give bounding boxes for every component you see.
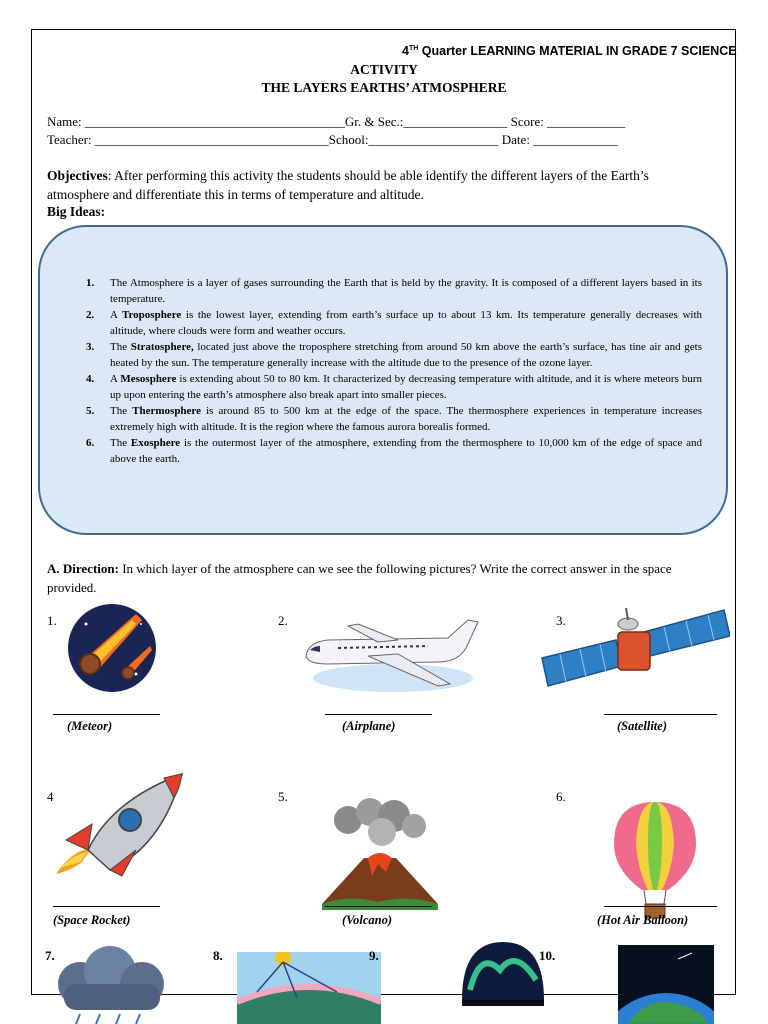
volcano-image <box>318 798 442 914</box>
form-line-name: Name: ________________________________________Gr. & Sec.:________________ Score: ____________ <box>47 114 626 129</box>
item-caption: (Volcano) <box>342 913 392 927</box>
answer-blank[interactable] <box>604 714 717 715</box>
item-number: 7. <box>45 948 55 963</box>
rain-cloud-image <box>50 944 172 1024</box>
quarter-header: 4TH Quarter LEARNING MATERIAL IN GRADE 7 SCIENCE <box>402 44 737 58</box>
item-number: 4 <box>47 789 54 804</box>
activity-label: ACTIVITY <box>350 62 418 77</box>
item-caption: (Satellite) <box>617 719 667 733</box>
item-number: 3. <box>556 613 566 628</box>
ozone-layer-image <box>237 952 381 1024</box>
item-caption: (Meteor) <box>67 719 113 733</box>
form-line-teacher: Teacher: ____________________________________School:____________________ Date: _____________ <box>47 132 618 147</box>
item-number: 6. <box>556 789 566 804</box>
answer-blank[interactable] <box>325 714 432 715</box>
hot-air-balloon-image <box>612 800 698 922</box>
list-item: 4. A Mesosphere is extending about 50 to 80 km. It characterized by decreasing temperature with altitude, and it is where meteors burn up upon entering the earth’s atmosphere also break apart into smaller pieces. <box>86 373 702 401</box>
page-title: THE LAYERS EARTHS’ ATMOSPHERE <box>261 80 507 95</box>
objectives-paragraph <box>47 166 697 204</box>
item-number: 2. <box>278 613 288 628</box>
big-ideas-label: Big Ideas: <box>47 204 106 219</box>
answer-blank[interactable] <box>53 906 160 907</box>
list-item: 6. The Exosphere is the outermost layer of the atmosphere, extending from the thermosphere to 10,000 km of the edge of space and above the earth. <box>86 437 702 465</box>
item-number: 9. <box>369 948 379 963</box>
big-ideas-list <box>86 275 702 467</box>
aurora-image <box>460 940 546 1016</box>
objectives-text: : After performing this activity the students should be able identify the different layers of the Earth’s atmosphere and differentiate this in terms of temperature and altitude. <box>47 168 649 202</box>
direction-label: A. Direction: <box>47 561 119 576</box>
list-item: 1. The Atmosphere is a layer of gases surrounding the Earth that is held by the gravity. It is composed of a different layers based in its temperature. <box>86 277 702 305</box>
item-caption: (Airplane) <box>342 719 396 733</box>
list-item: 2. A Troposphere is the lowest layer, extending from earth’s surface up to about 13 km. Its temperature generally decreases with altitude, where clouds were form and weather occurs. <box>86 309 703 337</box>
item-caption: (Space Rocket) <box>53 913 131 927</box>
direction-text: In which layer of the atmosphere can we see the following pictures? Write the correct answer in the space provided. <box>47 561 672 595</box>
list-item: 5. The Thermosphere is around 85 to 500 km at the edge of the space. The thermosphere experiences in temperature increases extremely high with altitude. It is the region where the famous aurora borealis formed. <box>86 405 702 433</box>
satellite-image <box>540 606 730 688</box>
item-number: 8. <box>213 948 223 963</box>
item-caption: (Hot Air Balloon) <box>597 913 689 927</box>
answer-blank[interactable] <box>604 906 717 907</box>
earth-from-space-image <box>618 945 714 1024</box>
rocket-image <box>52 770 188 878</box>
meteor-image <box>66 604 160 692</box>
direction-paragraph <box>47 559 707 597</box>
list-item: 3. The Stratosphere, located just above the troposphere stretching from around 50 km above the earth’s surface, has tine air and gets heated by the sun. The temperature generally increase with the altitude due to the presence of the ozone layer. <box>86 341 702 369</box>
answer-blank[interactable] <box>325 906 432 907</box>
objectives-label: Objectives <box>47 168 108 183</box>
airplane-image <box>298 616 480 696</box>
answer-blank[interactable] <box>53 714 160 715</box>
item-number: 1. <box>47 613 57 628</box>
item-number: 5. <box>278 789 288 804</box>
item-number: 10. <box>539 948 556 963</box>
